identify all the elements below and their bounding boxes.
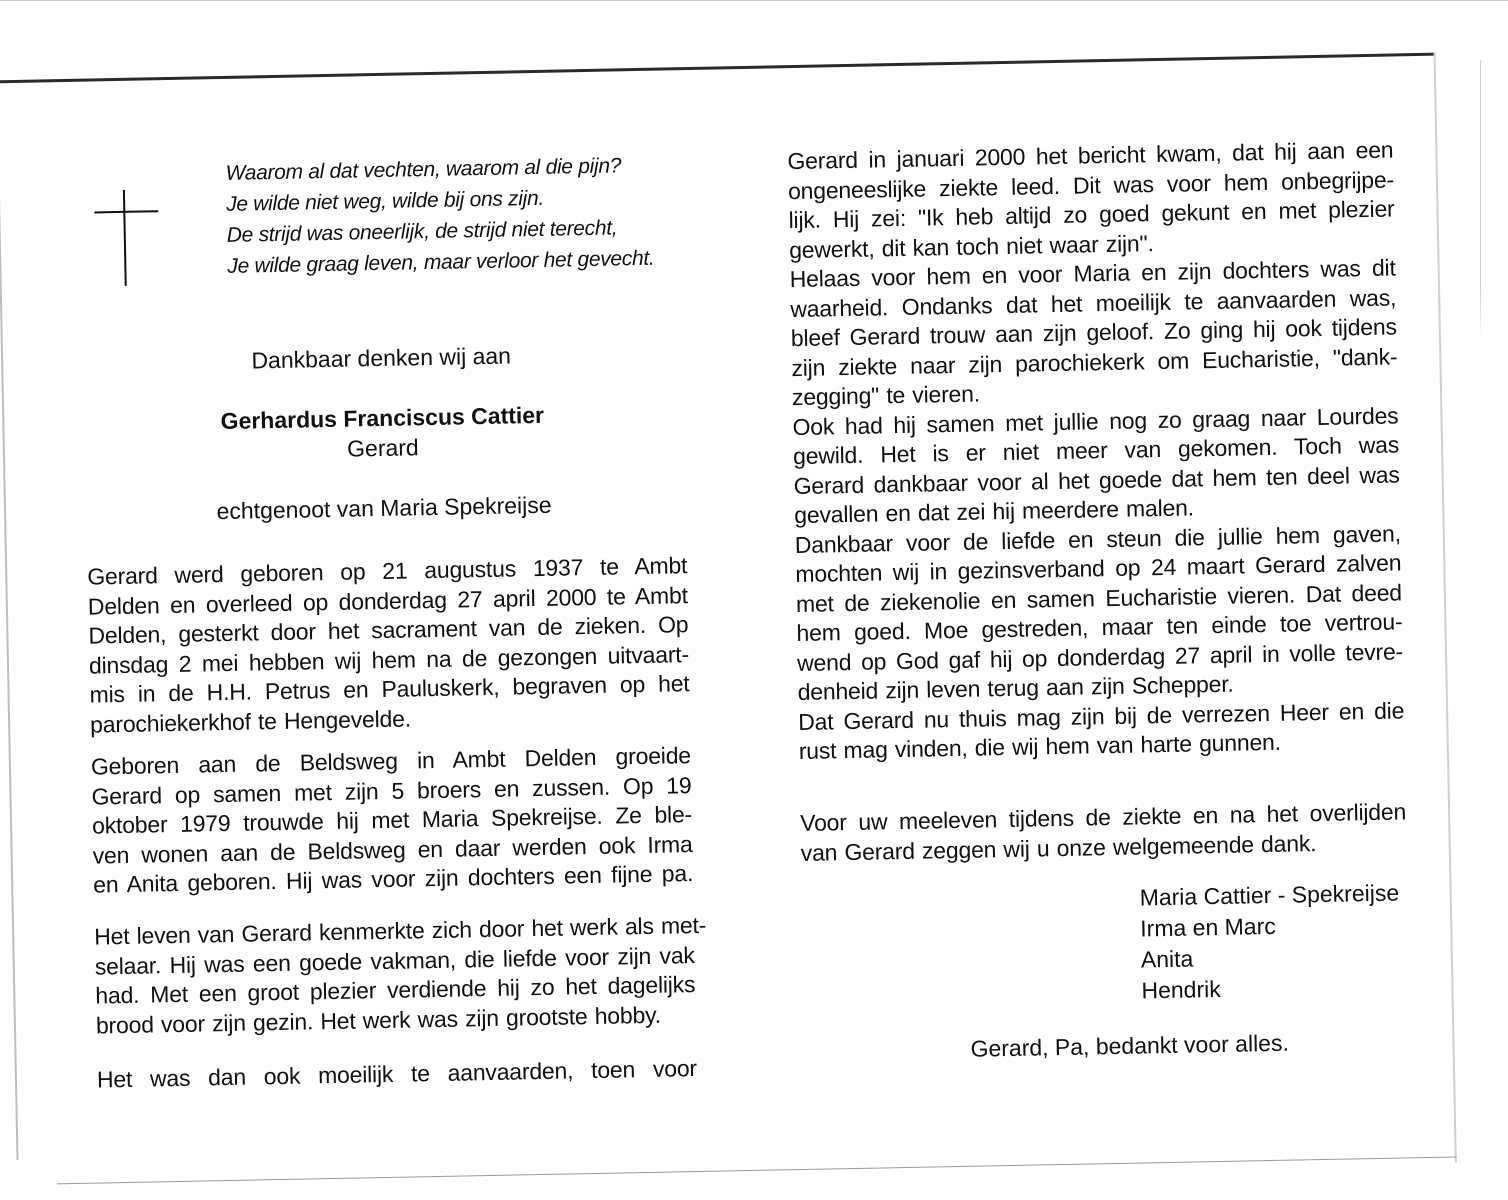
text-line: gevallen en dat zei hij meerdere malen.	[794, 494, 1195, 529]
text-line: Gerard werd geboren op 21 augustus 1937 te Ambt	[87, 552, 688, 590]
poem-line: Je wilde graag leven, maar verloor het gevecht.	[227, 246, 655, 278]
text-line: ven wonen aan de Beldsweg en daar werden ook Irma	[92, 830, 693, 869]
text-line: Het was dan ook moeilijk te aanvaarden, toen voor	[96, 1055, 698, 1093]
text-line: mis in de H.H. Petrus en Pauluskerk, begraven op het	[89, 670, 690, 708]
text-line: Gerard dankbaar voor al het goede dat hem ten deel was	[793, 460, 1400, 499]
right-paragraph-2	[800, 797, 1407, 868]
text-line: denheid zijn leven terug aan zijn Schepper.	[797, 670, 1234, 706]
closing-line: Gerard, Pa, bedankt voor alles.	[970, 1029, 1290, 1062]
text-line: Het leven van Gerard kenmerkte zich door het werk als met-	[93, 911, 707, 950]
text-line: brood voor zijn gezin. Het werk was zijn grootste hobby.	[95, 1001, 662, 1039]
poem-line: Waarom al dat vechten, waarom al die pijn?	[225, 154, 622, 185]
right-paragraph-1	[787, 135, 1405, 766]
text-line: gewerkt, dit kan toch niet waar zijn".	[788, 229, 1154, 263]
spouse-line: echtgenoot van Maria Spekreijse	[216, 491, 552, 525]
card-left-edge	[0, 80, 19, 1160]
text-line: en Anita geboren. Hij was voor zijn dochters een fijne pa.	[92, 860, 694, 898]
text-line: Dankbaar voor de liefde en steun die jullie hem gaven,	[794, 519, 1401, 558]
text-line: bleef Gerard trouw aan zijn geloof. Zo ging hij ook tijdens	[790, 313, 1398, 352]
text-line: Gerard op samen met zijn 5 broers en zussen. Op 19	[91, 771, 692, 810]
card-top-edge	[0, 53, 1436, 84]
text-line: van Gerard zeggen wij u onze welgemeende dank.	[800, 829, 1317, 866]
text-line: had. Met een groot plezier verdiende hij zo het dagelijks	[95, 971, 696, 1009]
left-paragraph-4	[97, 1054, 697, 1095]
signature-line: Anita	[1140, 945, 1194, 973]
card-right-edge	[1434, 53, 1457, 1163]
text-line: met de ziekenolie en samen Eucharistie vieren. Dat deed	[795, 578, 1403, 617]
poem-line: Je wilde niet weg, wilde bij ons zijn.	[225, 186, 545, 216]
signatures	[1139, 878, 1401, 1007]
text-line: Gerard in januari 2000 het bericht kwam, dat hij aan een	[787, 136, 1394, 175]
card-bottom-edge	[57, 1156, 1457, 1184]
text-line: waarheid. Ondanks dat het moeilijk te aanvaarden was,	[790, 283, 1397, 322]
text-line: parochiekerkhof te Hengevelde.	[89, 704, 412, 738]
text-line: oktober 1979 trouwde hij met Maria Spekreijse. Ze ble-	[91, 801, 693, 839]
signature-line: Maria Cattier - Spekreijse	[1139, 879, 1400, 911]
text-line: ongeneeslijke ziekte leed. Dit was voor hem onbegrijpe-	[787, 165, 1395, 204]
text-line: dinsdag 2 mei hebben wij hem na de gezongen uitvaart-	[88, 640, 690, 679]
left-paragraph-2	[91, 741, 694, 900]
text-line: gewild. Het is er niet meer van gekomen. Toch was	[792, 431, 1400, 470]
signature-line: Irma en Marc	[1140, 912, 1276, 942]
text-line: Delden, gesterkt door het sacrament van de zieken. Op	[88, 611, 689, 649]
text-line: rust mag vinden, die wij hem van harte gunnen.	[798, 728, 1282, 765]
signature-line: Hendrik	[1141, 975, 1221, 1004]
deceased-name: Gerhardus Franciscus Cattier	[220, 401, 545, 435]
text-line: Ook had hij samen met jullie nog zo graag naar Lourdes	[792, 401, 1399, 440]
text-line: wend op God gaf hij op donderdag 27 april in volle tevre-	[796, 637, 1404, 676]
cross-icon	[0, 6, 1475, 34]
poem	[225, 150, 654, 282]
text-line: Delden en overleed op donderdag 27 april 2000 te Ambt	[87, 581, 689, 620]
text-line: Dat Gerard nu thuis mag zijn bij de verrezen Heer en die	[797, 696, 1405, 735]
intro-text: Dankbaar denken wij aan	[251, 342, 512, 374]
left-paragraph-1	[87, 551, 690, 739]
text-line: selaar. Hij was een goede vakman, die liefde voor zijn vak	[94, 941, 695, 980]
text-line: Geboren aan de Beldsweg in Ambt Delden groeide	[90, 742, 692, 780]
text-line: zijn ziekte naar zijn parochiekerk om Eucharistie, "dank-	[791, 342, 1398, 381]
text-line: Helaas voor hem en voor Maria en zijn dochters was dit	[789, 254, 1396, 293]
text-line: mochten wij in gezinsverband op 24 maart Gerard zalven	[795, 549, 1402, 588]
left-paragraph-3	[93, 911, 707, 1040]
text-line: lijk. Hij zei: "Ik heb altijd zo goed gekunt en met plezier	[788, 195, 1395, 234]
text-line: Voor uw meeleven tijdens de ziekte en na het overlijden	[799, 798, 1407, 836]
memorial-card	[0, 6, 1497, 1200]
deceased-nickname: Gerard	[346, 434, 419, 462]
text-line: zegging" te vieren.	[791, 380, 981, 411]
text-line: hem goed. Moe gestreden, maar ten einde toe vertrou-	[796, 608, 1403, 647]
poem-line: De strijd was oneerlijk, de strijd niet terecht,	[226, 216, 618, 247]
